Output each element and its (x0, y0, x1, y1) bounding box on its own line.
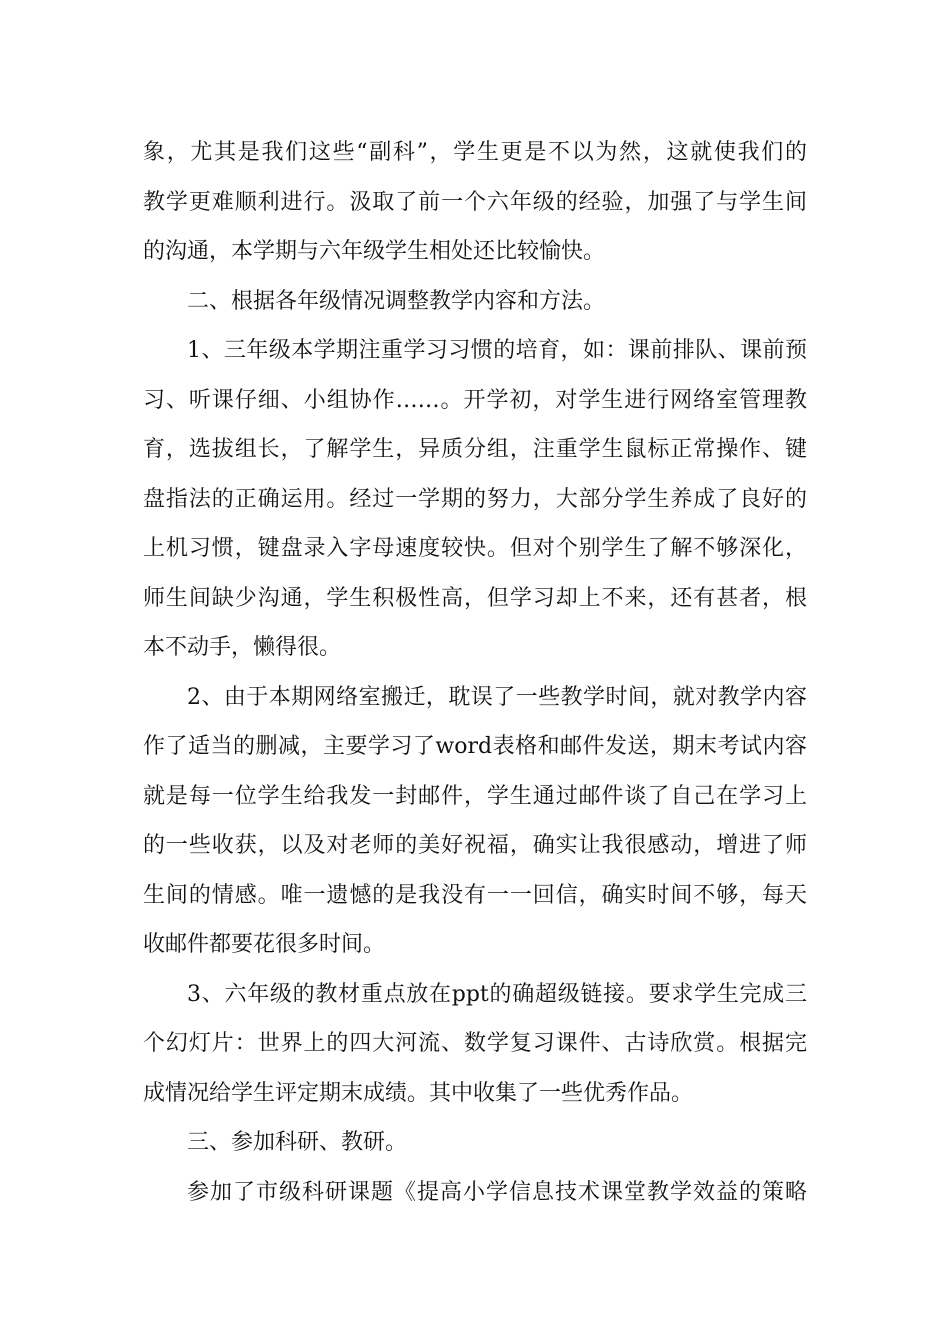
text-line: 3、六年级的教材重点放在ppt的确超级链接。要求学生完成三 (187, 981, 807, 1007)
text-line: 1、三年级本学期注重学习习惯的培育，如：课前排队、课前预 (187, 338, 807, 363)
section-heading: 二、根据各年级情况调整教学内容和方法。 (187, 288, 606, 314)
text-line: 象，尤其是我们这些“副科”，学生更是不以为然，这就使我们的 (143, 140, 807, 165)
text-line: 2、由于本期网络室搬迁，耽误了一些教学时间，就对教学内容 (187, 684, 807, 710)
text-line: 师生间缺少沟通，学生积极性高，但学习却上不来，还有甚者，根 (143, 585, 807, 611)
document-body (143, 128, 807, 1217)
text-line: 收邮件都要花很多时间。 (143, 932, 386, 957)
text-line: 个幻灯片：世界上的四大河流、数学复习课件、古诗欣赏。根据完 (143, 1031, 807, 1056)
text-line: 上机习惯，键盘录入字母速度较快。但对个别学生了解不够深化， (143, 536, 807, 561)
text-line: 的一些收获，以及对老师的美好祝福，确实让我很感动，增进了师 (143, 833, 807, 858)
text-line: 参加了市级科研课题《提高小学信息技术课堂教学效益的策略 (187, 1179, 807, 1205)
text-line: 作了适当的删减，主要学习了word表格和邮件发送，期末考试内容 (143, 734, 807, 759)
text-line: 生间的情感。唯一遗憾的是我没有一一回信，确实时间不够，每天 (143, 882, 807, 908)
text-line: 盘指法的正确运用。经过一学期的努力，大部分学生养成了良好的 (143, 486, 807, 512)
text-line: 的沟通，本学期与六年级学生相处还比较愉快。 (143, 239, 606, 264)
text-line: 就是每一位学生给我发一封邮件，学生通过邮件谈了自己在学习上 (143, 783, 807, 809)
text-line: 成情况给学生评定期末成绩。其中收集了一些优秀作品。 (143, 1080, 694, 1106)
section-heading: 三、参加科研、教研。 (187, 1130, 408, 1155)
text-line: 教学更难顺利进行。汲取了前一个六年级的经验，加强了与学生间 (143, 189, 807, 215)
text-line: 育，选拔组长，了解学生，异质分组，注重学生鼠标正常操作、键 (143, 437, 807, 462)
text-line: 习、听课仔细、小组协作……。开学初，对学生进行网络室管理教 (143, 387, 807, 413)
text-line: 本不动手，懒得很。 (143, 635, 342, 660)
